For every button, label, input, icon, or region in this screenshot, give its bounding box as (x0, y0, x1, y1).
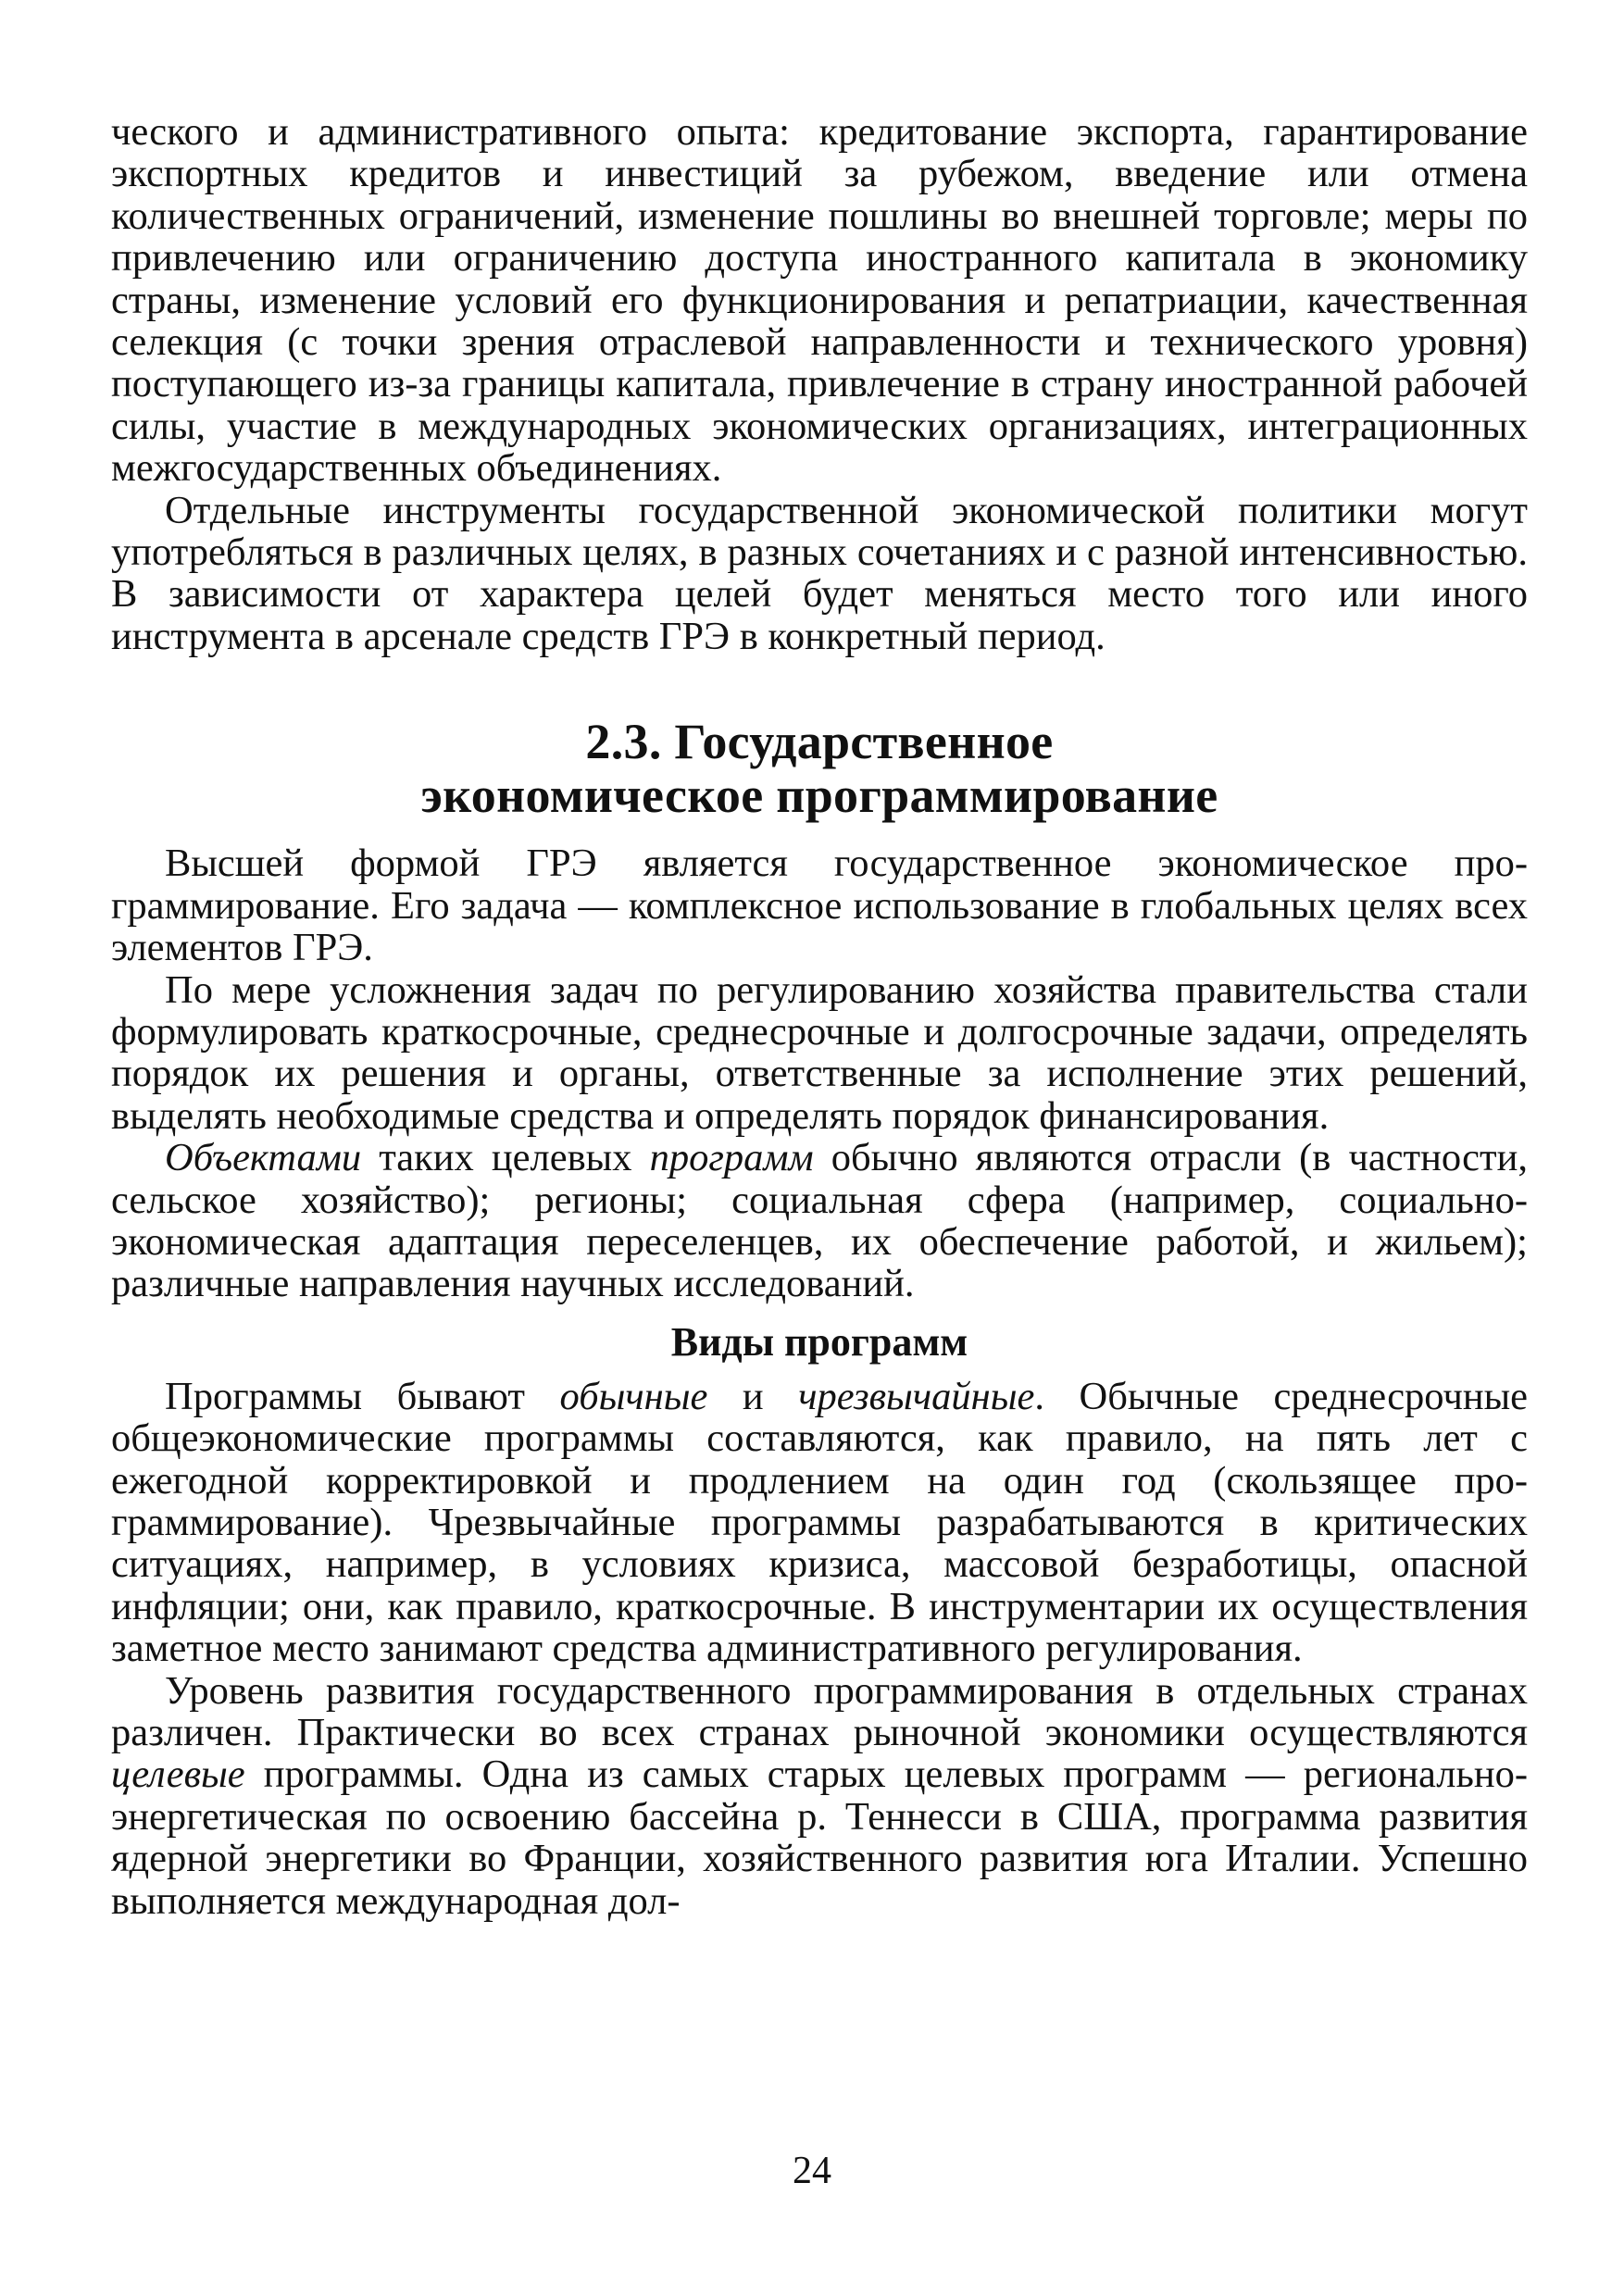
targeted-italic: целевые (111, 1752, 245, 1797)
emergency-italic: чрезвычайные (798, 1374, 1035, 1418)
sp1-text-3: . Обычные среднесрочные общеэкономические программы составляются, как правило, на пять лет с ежегодной корректировкой и продлением на один год (скользящее программирование). Чрезвычайные программы разрабатываются в критических ситуациях, например, в условиях кризиса, массовой безработицы, опасной инфляции; они, как правило, краткосрочные. В инструментарии их осуществления заметное место занимают средства административного регулирования. (111, 1374, 1528, 1671)
section-title-line2: экономическое программирование (420, 767, 1218, 824)
sp2-text-2: программы. Одна из самых старых целевых программ — регионально-энергетическая по освоению бассейна р. Теннесси в США, программа развития ядерной энергетики во Франции, хозяйственного развития юга Италии. Успешно выполняется международная дол- (111, 1752, 1528, 1923)
p3-text-1: таких целевых (361, 1136, 650, 1180)
page-number: 24 (793, 2150, 831, 2192)
section-paragraph-3 (111, 1137, 1528, 1305)
instruments-paragraph: Отдельные инструменты государственной экономической политики могут употребляться в различных целях, в разных сочетаниях и с разной интенсивностью. В зависимости от характера целей будет меняться место того или иного инструмента в арсенале средств ГРЭ в конкретный период. (111, 488, 1528, 658)
sp2-text-1: Уровень развития государственного программирования в отдельных странах различен. Практически во всех странах рыночной экономики осуществляются (111, 1668, 1528, 1754)
subsection-paragraph-1 (111, 1376, 1528, 1670)
subsection-paragraph-2 (111, 1670, 1528, 1922)
sp1-text-2: и (707, 1374, 799, 1418)
sp1-text-1: Программы бывают (165, 1374, 560, 1418)
objects-italic: Объектами (165, 1136, 362, 1180)
subsection-title: Виды программ (670, 1318, 968, 1365)
ordinary-italic: обычные (559, 1374, 708, 1418)
section-title (111, 715, 1528, 822)
programs-italic: программ (649, 1136, 814, 1180)
p3-text-2: обычно являются отрасли (в частности, сельское хозяйство); регионы; социальная сфера (например, социально-экономическая адаптация переселенцев, их обеспечение работой, и жильем); различные направления научных исследований. (111, 1136, 1528, 1306)
section-title-line1: 2.3. Государственное (585, 714, 1054, 770)
page-content (111, 111, 1528, 1922)
section-paragraph-2: По мере усложнения задач по регулированию хозяйства правительства стали формулировать краткосрочные, среднесрочные и долгосрочные задачи, определять порядок их решения и органы, ответственные за исполнение этих решений, выделять необходимые средства и определять порядок финансирования. (111, 967, 1528, 1138)
intro-paragraph: ческого и административного опыта: кредитование экспорта, гарантирование экспортных кредитов и инвестиций за рубежом, введение или отмена количественных ограничений, изменение пошлины во внешней торговле; меры по привлечению или ограничению доступа иностранного капитала в экономику страны, изменение условий его функционирования и репатриации, качественная селекция (с точки зрения отраслевой направленности и технического уровня) поступающего из-за границы капитала, привлечение в страну иностранной рабочей силы, участие в международных экономических организациях, интеграционных межгосударственных объединениях. (111, 110, 1528, 491)
section-paragraph-1: Высшей формой ГРЭ является государственное экономическое программирование. Его задача — комплексное использование в глобальных целях всех элементов ГРЭ. (111, 842, 1528, 970)
